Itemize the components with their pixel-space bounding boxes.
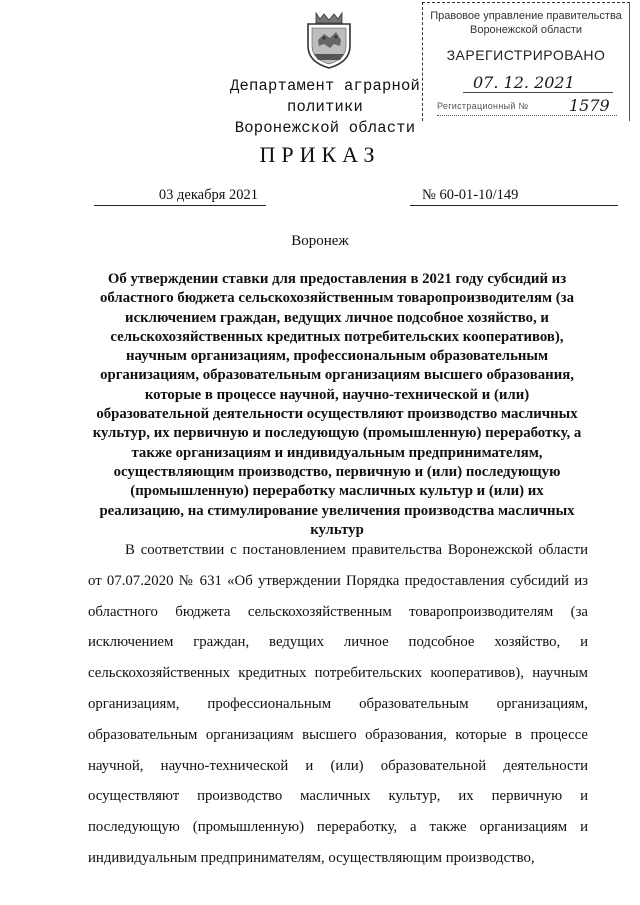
document-title: ПРИКАЗ <box>259 142 381 167</box>
stamp-date: 07. 12. 2021 <box>473 73 575 92</box>
document-city: Воронеж <box>291 233 349 249</box>
stamp-organization-line2: Воронежской области <box>469 24 582 36</box>
department-name: Департамент аграрной политики <box>229 77 421 116</box>
registration-stamp <box>422 2 630 121</box>
document-body: В соответствии с постановлением правительства Воронежской области от 07.07.2020 № 631 «Об утверждении Порядка предоставления субсидий из областного бюджета сельскохозяйственным товаропроизводителям (за исключением граждан, ведущих личное подсобное хозяйство, и сельскохозяйственных кредитных потребительских кооперативов), научным организациям, профессиональным образовательным организациям, образовательным организациям высшего образования, которые в процессе научной, научно-технической и (или) образовательной деятельности осуществляют производство масличных культур, их первичную и последующую (промышленную) переработку, а также организациям и индивидуальным предпринимателям, осуществляющим производство, <box>88 542 588 866</box>
document-number: № 60-01-10/149 <box>410 187 618 206</box>
stamp-regno-label: Регистрационный № <box>437 101 529 111</box>
stamp-organization <box>423 9 629 37</box>
document-date: 03 декабря 2021 <box>94 187 266 206</box>
coat-of-arms-icon <box>300 10 358 70</box>
department-region: Воронежской области <box>234 119 416 137</box>
stamp-date-line <box>463 92 613 93</box>
document-subject: Об утверждении ставки для предоставления в 2021 году субсидий из областного бюджета сельскохозяйственным товаропроизводителям (за исключением граждан, ведущих личное подсобное хозяйство, и сельскохозяйственных кредитных потребительских кооперативов), научным организациям, профессиональным образовательным организациям, образовательным организациям высшего образования, которые в процессе научной, научно-технической и (или) образовательной деятельности осуществляют производство масличных культур, их первичную и последующую (промышленную) переработку, а также организациям и индивидуальным предпринимателям, осуществляющим производство, первичную и (или) последующую (промышленную) переработку масличных культур и (или) их реализацию, на стимулирование увеличения производства масличных культур <box>92 271 582 538</box>
stamp-status: ЗАРЕГИСТРИРОВАНО <box>446 47 606 63</box>
department-heading <box>205 76 445 139</box>
stamp-organization-line1: Правовое управление правительства <box>430 10 622 22</box>
stamp-regno-line <box>437 115 617 116</box>
stamp-regno-value: 1579 <box>569 96 610 115</box>
